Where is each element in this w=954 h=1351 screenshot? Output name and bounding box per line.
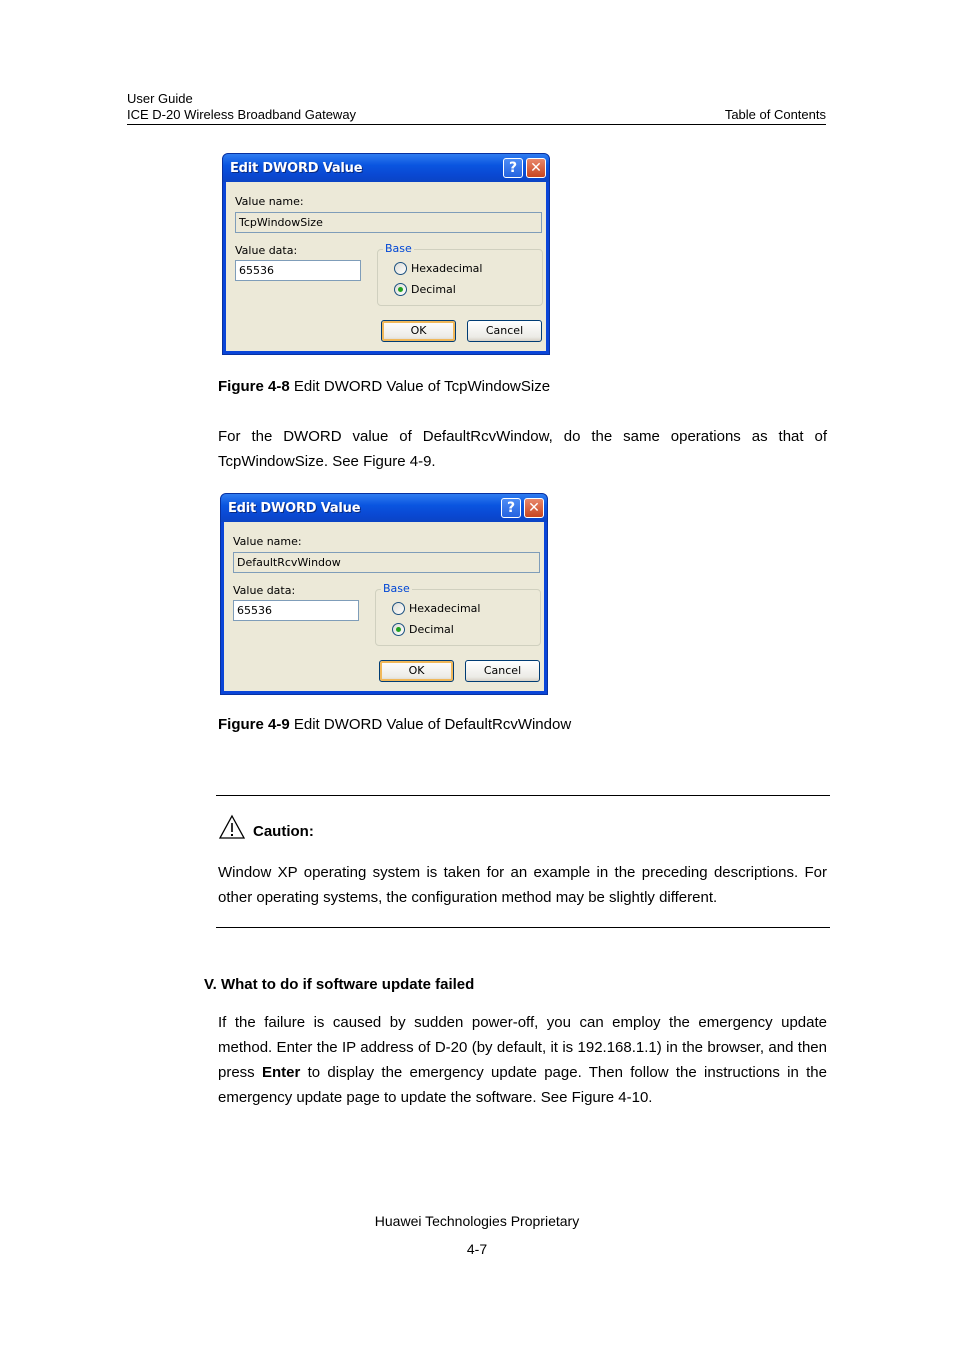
decimal-radio[interactable]	[392, 623, 405, 636]
enter-key-label: Enter	[261, 1064, 301, 1081]
decimal-radio[interactable]	[394, 283, 407, 296]
paragraph-defaultrcvwindow: For the DWORD value of DefaultRcvWindow, do the same operations as that of TcpWindowSize. See Figure 4-9.	[218, 428, 827, 470]
caution-text: Window XP operating system is taken for an example in the preceding descriptions. For other operating systems, the configuration method may be slightly different.	[218, 864, 827, 906]
value-data-input[interactable]: 65536	[233, 600, 359, 621]
header-section-name: Table of Contents	[724, 107, 826, 122]
edit-dword-dialog-2	[220, 493, 548, 695]
value-name-field[interactable]: DefaultRcvWindow	[233, 552, 540, 573]
value-data-label: Value data:	[233, 584, 296, 597]
ok-button[interactable]: OK	[379, 660, 454, 682]
caution-bottom-rule	[216, 927, 830, 928]
value-name-label: Value name:	[235, 195, 304, 208]
figure-caption-2	[218, 716, 571, 734]
header-doc-title: User Guide	[127, 91, 193, 106]
figure-text: Edit DWORD Value of DefaultRcvWindow	[289, 716, 572, 733]
figure-text: Edit DWORD Value of TcpWindowSize	[289, 378, 551, 395]
value-data-label: Value data:	[235, 244, 298, 257]
paragraph-text: If the failure is caused by sudden power-off, you can employ the emergency update method. Enter the IP address of D-20 (by default, it is 192.168.1.1) in the browser, and then press	[218, 1014, 827, 1081]
value-name-field[interactable]: TcpWindowSize	[235, 212, 542, 233]
base-groupbox	[377, 249, 543, 306]
figure-label: Figure 4-8	[218, 378, 290, 395]
header-product-name: ICE D-20 Wireless Broadband Gateway	[127, 107, 357, 122]
hexadecimal-label[interactable]: Hexadecimal	[409, 602, 481, 615]
hexadecimal-radio[interactable]	[392, 602, 405, 615]
close-icon[interactable]: ✕	[526, 158, 546, 178]
dialog-title: Edit DWORD Value	[230, 161, 363, 176]
decimal-label[interactable]: Decimal	[411, 283, 456, 296]
figure-label: Figure 4-9	[218, 716, 290, 733]
help-icon[interactable]: ?	[501, 498, 521, 518]
decimal-label[interactable]: Decimal	[409, 623, 454, 636]
dialog-client	[224, 522, 544, 691]
edit-dword-dialog-1	[222, 153, 550, 355]
value-data-input[interactable]: 65536	[235, 260, 361, 281]
paragraph-text: to display the emergency update page. Then follow the instructions in the emergency update page to update the software. See Figure 4-10.	[218, 1064, 827, 1106]
base-legend: Base	[383, 582, 410, 595]
base-groupbox	[375, 589, 541, 646]
footer-company: Huawei Technologies Proprietary	[374, 1213, 580, 1229]
figure-caption-1	[218, 378, 550, 396]
ok-button[interactable]: OK	[381, 320, 456, 342]
dialog-titlebar[interactable]	[223, 154, 549, 182]
caution-title: Caution:	[253, 823, 314, 840]
base-legend: Base	[385, 242, 412, 255]
caution-top-rule	[216, 795, 830, 796]
hexadecimal-radio[interactable]	[394, 262, 407, 275]
section-heading: V. What to do if software update failed	[204, 976, 475, 993]
warning-triangle-icon	[218, 814, 246, 840]
hexadecimal-label[interactable]: Hexadecimal	[411, 262, 483, 275]
section-paragraph	[218, 1010, 827, 1110]
help-icon[interactable]: ?	[503, 158, 523, 178]
footer-page-number: 4-7	[466, 1241, 488, 1257]
close-icon[interactable]: ✕	[524, 498, 544, 518]
dialog-titlebar[interactable]	[221, 494, 547, 522]
header-rule	[127, 124, 826, 125]
value-name-label: Value name:	[233, 535, 302, 548]
dialog-title: Edit DWORD Value	[228, 501, 361, 516]
cancel-button[interactable]: Cancel	[467, 320, 542, 342]
dialog-client	[226, 182, 546, 351]
cancel-button[interactable]: Cancel	[465, 660, 540, 682]
